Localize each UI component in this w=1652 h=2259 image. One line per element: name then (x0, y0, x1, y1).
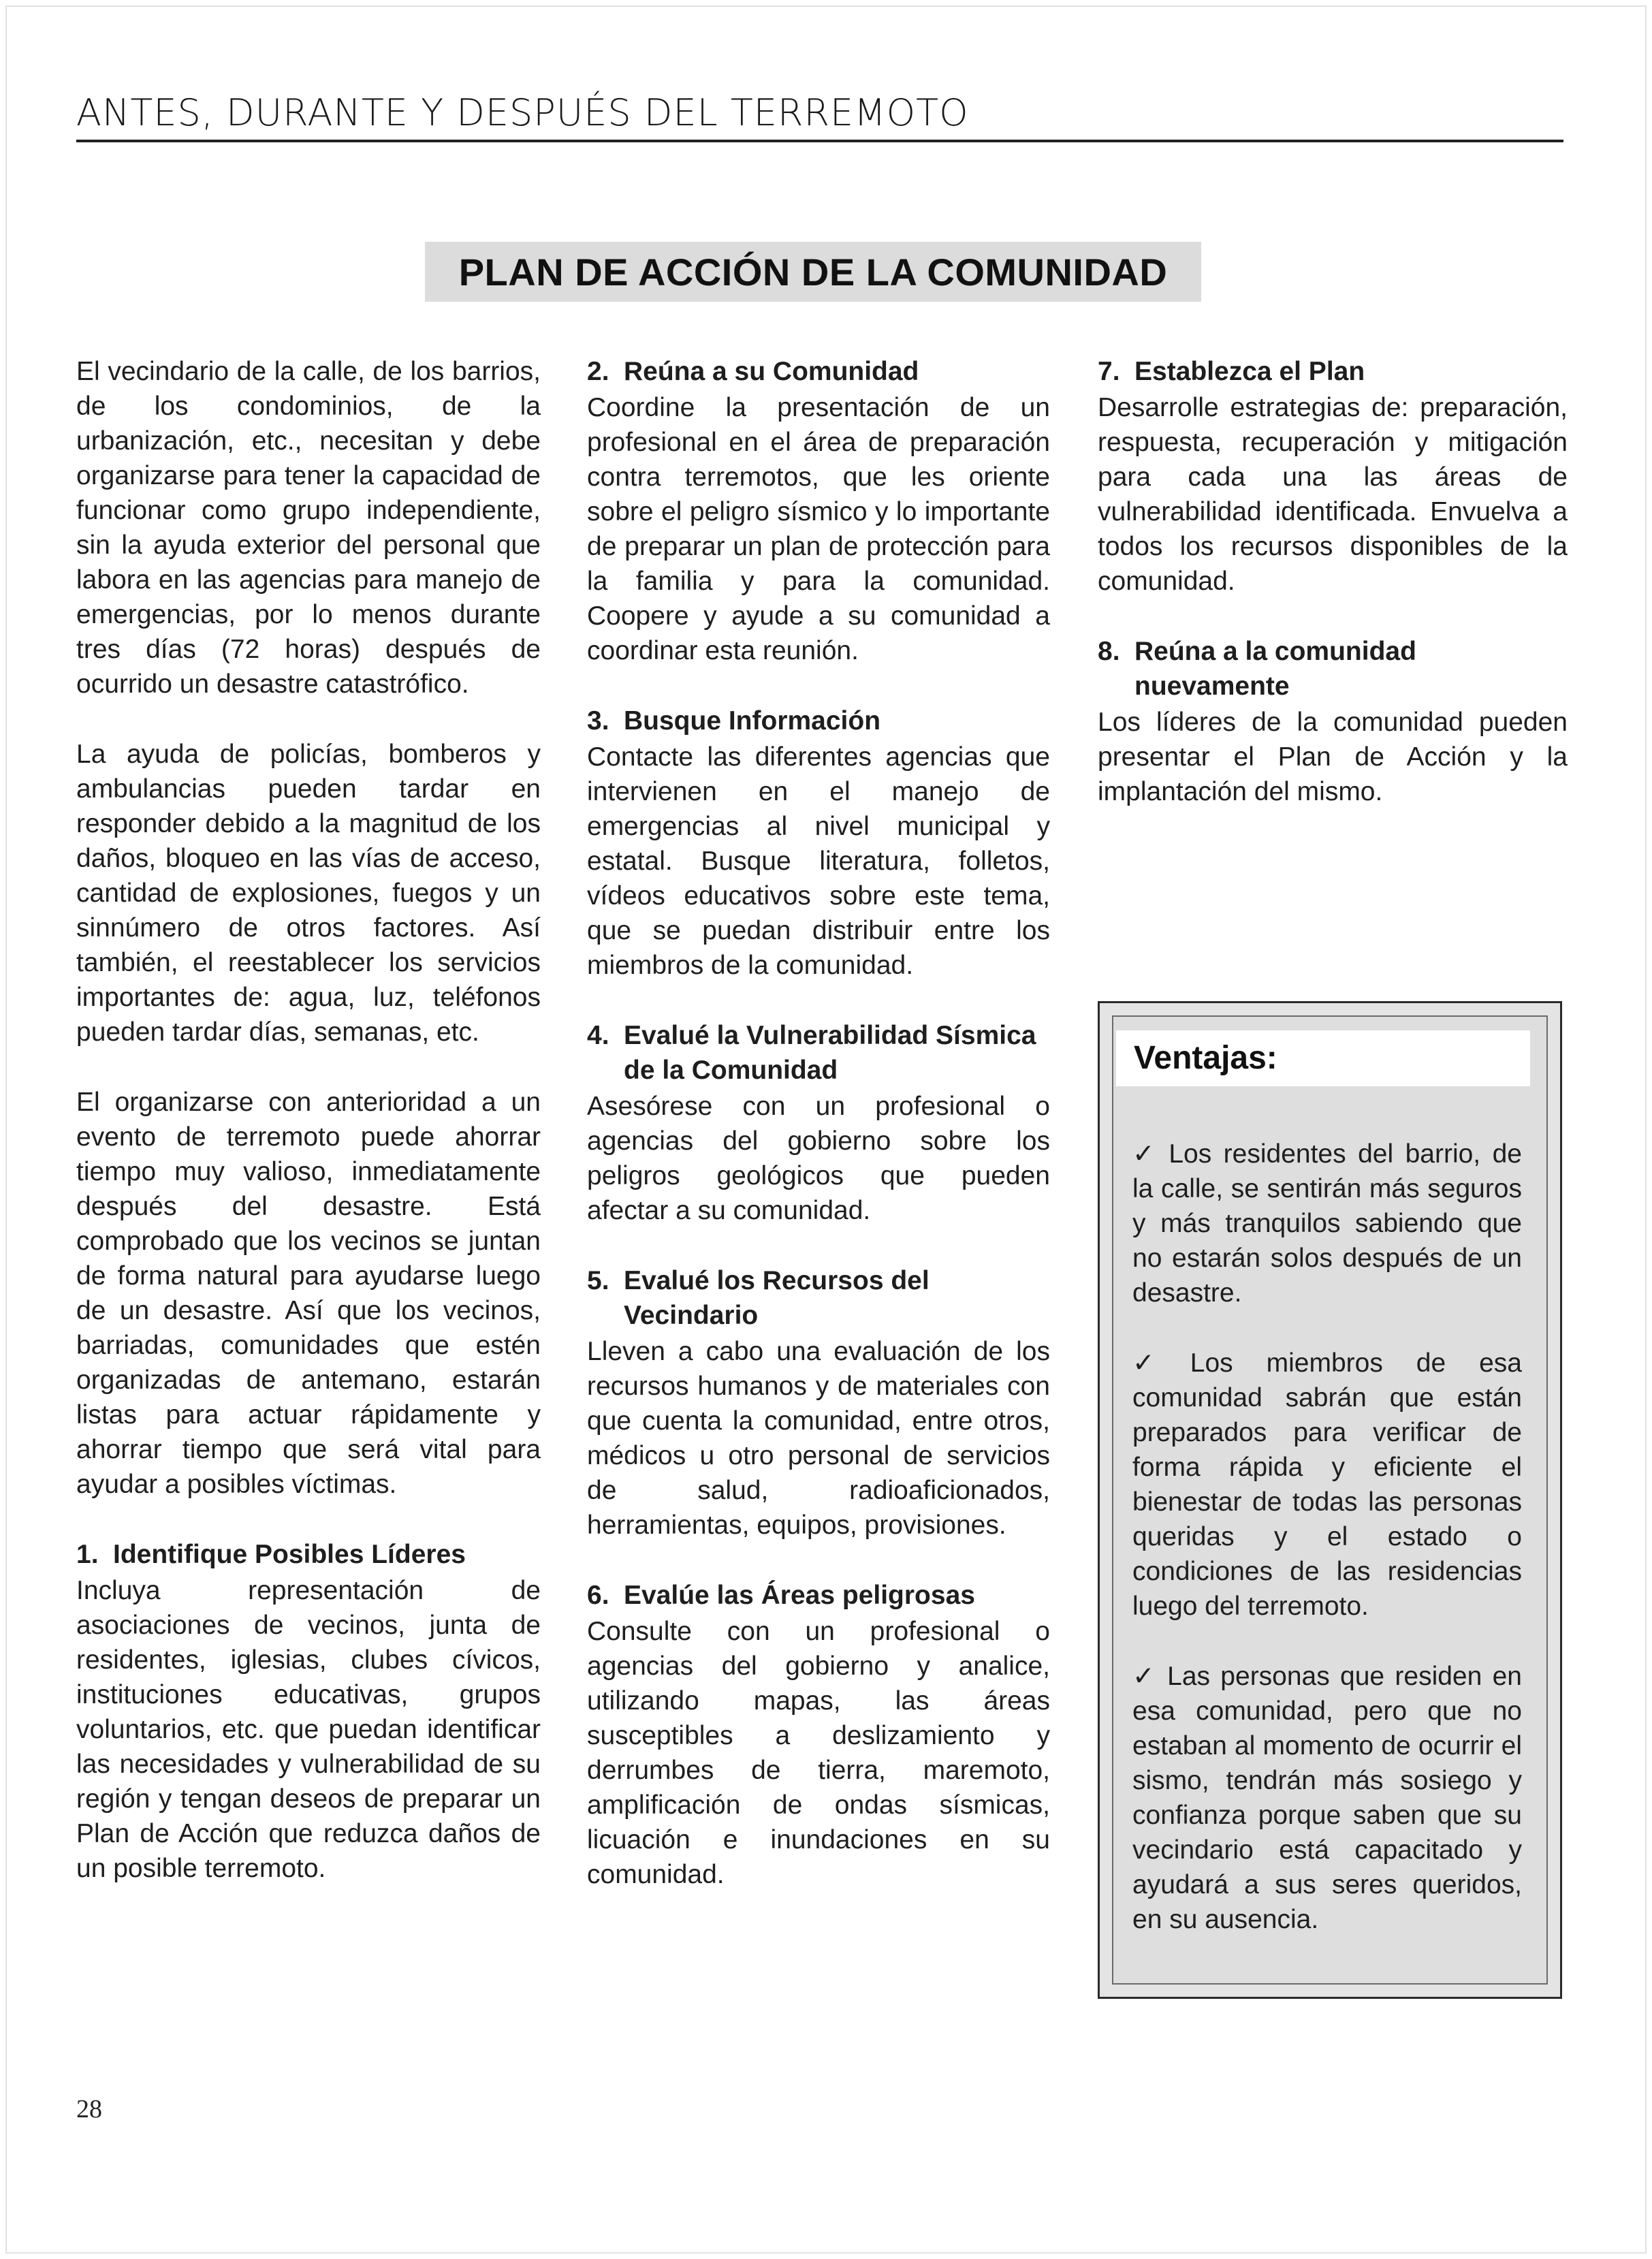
section-number: 4. (587, 1021, 609, 1050)
section-title: Identifique Posibles Líderes (113, 1540, 466, 1569)
section-7 (1098, 354, 1568, 599)
header-rule (76, 140, 1563, 142)
section-number: 3. (587, 706, 609, 736)
section-number: 1. (76, 1540, 99, 1569)
section-title: Reúna a la comunidad nuevamente (1134, 637, 1416, 701)
column-2 (587, 354, 1050, 1927)
section-heading (587, 704, 1050, 738)
intro-paragraph: El vecindario de la calle, de los barrios, de los condominios, de la urbanización, etc., necesitan y debe organizarse para tener la capacidad de funcionar como grupo independiente, sin la ayuda exterior del personal que labora en las agencias para manejo de emergencias, por lo menos durante tres días (72 horas) después de ocurrido un desastre catastrófico. (76, 357, 541, 699)
section-title: Evalué la Vulnerabilidad Sísmica de la Comunidad (624, 1021, 1036, 1085)
ventajas-item (1132, 1346, 1522, 1624)
section-heading (1098, 354, 1568, 389)
section-title: Evalúe las Áreas peligrosas (624, 1581, 975, 1610)
section-5 (587, 1263, 1050, 1543)
column-1 (76, 354, 541, 1921)
section-title: Reúna a su Comunidad (624, 357, 919, 386)
section-body: Consulte con un profesional o agencias del gobierno y analice, utilizando mapas, las áreas susceptibles a deslizamiento y derrumbes de tierra, maremoto, amplificación de ondas sísmicas, licuación e inundaciones en su comunidad. (587, 1617, 1050, 1889)
ventajas-item-text: Los miembros de esa comunidad sabrán que están preparados para verificar de forma rápida y eficiente el bienestar de todas las personas queridas y el estado o condiciones de las residencias luego del terremoto. (1132, 1348, 1522, 1621)
ventajas-item (1132, 1137, 1522, 1310)
checkmark-icon: ✓ (1132, 1139, 1160, 1169)
section-title: Busque Información (624, 706, 881, 736)
section-3 (587, 704, 1050, 983)
section-title: Evalué los Recursos del Vecindario (624, 1266, 930, 1330)
section-body: Asesórese con un profesional o agencias del gobierno sobre los peligros geológicos que pueden afectar a su comunidad. (587, 1092, 1050, 1225)
ventajas-title: Ventajas: (1116, 1030, 1530, 1086)
ventajas-item-text: Los residentes del barrio, de la calle, se sentirán más seguros y más tranquilos sabiendo que no estarán solos después de un desastre. (1132, 1139, 1522, 1308)
section-1 (76, 1537, 541, 1886)
section-body: Desarrolle estrategias de: preparación, respuesta, recuperación y mitigación para cada una las áreas de vulnerabilidad identificada. Envuelva a todos los recursos disponibles de la comunidad. (1098, 393, 1568, 596)
intro-paragraph: La ayuda de policías, bomberos y ambulancias pueden tardar en responder debido a la magnitud de los daños, bloqueo en las vías de acceso, cantidad de explosiones, fuegos y un sinnúmero de otros factores. Así también, el reestablecer los servicios importantes de: agua, luz, teléfonos pueden tardar días, semanas, etc. (76, 740, 541, 1047)
section-heading (587, 354, 1050, 389)
section-number: 5. (587, 1266, 609, 1295)
section-heading (587, 1018, 1050, 1088)
checkmark-icon: ✓ (1132, 1348, 1181, 1378)
section-heading (1098, 634, 1568, 704)
page-number: 28 (76, 2095, 102, 2123)
section-8 (1098, 634, 1568, 809)
section-title: Establezca el Plan (1134, 357, 1365, 386)
section-number: 7. (1098, 357, 1120, 386)
section-number: 8. (1098, 637, 1120, 666)
ventajas-item (1132, 1659, 1522, 1937)
section-body: Contacte las diferentes agencias que intervienen en el manejo de emergencias al nivel municipal y estatal. Busque literatura, folletos, vídeos educativos sobre este tema, que se puedan distribuir entre los miembros de la comunidad. (587, 742, 1050, 980)
ventajas-list (1132, 1137, 1522, 1972)
section-body: Coordine la presentación de un profesional en el área de preparación contra terremotos, que les oriente sobre el peligro sísmico y lo importante de preparar un plan de protección para la familia y para la comunidad. Coopere y ayude a su comunidad a coordinar esta reunión. (587, 393, 1050, 665)
column-3 (1098, 354, 1568, 844)
section-4 (587, 1018, 1050, 1228)
section-6 (587, 1578, 1050, 1892)
section-heading (76, 1537, 541, 1572)
section-body: Lleven a cabo una evaluación de los recursos humanos y de materiales con que cuenta la comunidad, entre otros, médicos u otro personal de servicios de salud, radioaficionados, herramientas, equipos, provisiones. (587, 1337, 1050, 1540)
section-number: 6. (587, 1581, 609, 1610)
section-2 (587, 354, 1050, 668)
section-body: Los líderes de la comunidad pueden presentar el Plan de Acción y la implantación del mismo. (1098, 708, 1568, 806)
ventajas-box (1098, 1001, 1562, 1999)
running-header: ANTES, DURANTE Y DESPUÉS DEL TERREMOTO (76, 91, 969, 134)
checkmark-icon: ✓ (1132, 1662, 1158, 1691)
section-body: Incluya representación de asociaciones de vecinos, junta de residentes, iglesias, clubes cívicos, instituciones educativas, grupos voluntarios, etc. que puedan identificar las necesidades y vulnerabilidad de su región y tengan deseos de preparar un Plan de Acción que reduzca daños de un posible terremoto. (76, 1576, 541, 1883)
page-title: PLAN DE ACCIÓN DE LA COMUNIDAD (425, 242, 1201, 302)
section-heading (587, 1263, 1050, 1333)
ventajas-item-text: Las personas que residen en esa comunidad, pero que no estaban al momento de ocurrir el sismo, tendrán más sosiego y confianza porque saben que su vecindario está capacitado y ayudará a sus seres queridos, en su ausencia. (1132, 1662, 1522, 1934)
section-heading (587, 1578, 1050, 1613)
section-number: 2. (587, 357, 609, 386)
intro-paragraph: El organizarse con anterioridad a un evento de terremoto puede ahorrar tiempo muy valioso, inmediatamente después del desastre. Está comprobado que los vecinos se juntan de forma natural para ayudarse luego de un desastre. Así que los vecinos, barriadas, comunidades que estén organizadas de antemano, estarán listas para actuar rápidamente y ahorrar tiempo que será vital para ayudar a posibles víctimas. (76, 1088, 541, 1499)
